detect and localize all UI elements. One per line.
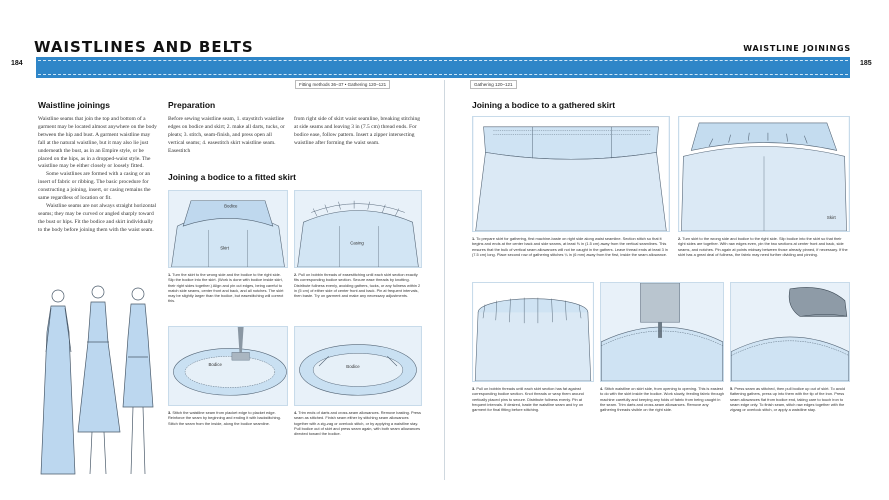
intro-paragraph-3: Waistline seams are not always straight horizontal seams; they may be curved or angled sharply toward the bust or hips. Fit the bodice and skirt individually to the body before joining them with the waist seam. (38, 202, 157, 233)
intro-paragraph-2: Some waistlines are formed with a casing or an insert of fabric or ribbing. The basic procedure for constructing a joining, insert, or casing remains the same regardless of location or fit. (38, 171, 151, 202)
fitted-step-4-caption: 4. Trim ends of darts and cross-seam allowances. Remove basting. Press seam as stitched. Finish seam either by stitching seam allowances together with a zig-zag or overlock stitch, or by applying a waistline stay. Pull bodice out of skirt and press seam again, with both seam allowances directed toward the bodice. (294, 410, 421, 437)
gathered-step-5-caption: 5. Press seam as stitched, then pull bodice up out of skirt. To avoid flattening gathers, press up into them with the tip of the iron. Press seam allowances flat from bodice end, taking care to touch iron to seam edge only. To finish seam, stitch raw edges together with the zigzag or overlock stitch, or apply a waistline stay. (730, 386, 845, 413)
label-bodice-4: Bodice (346, 363, 360, 369)
gathered-step-2-illustration (678, 116, 850, 232)
header-band (36, 57, 850, 78)
gathered-skirt-heading: Joining a bodice to a gathered skirt (472, 100, 616, 110)
fitted-step-1-caption: 1. Turn the skirt to the wrong side and the bodice to the right side. Slip the bodice into the skirt. (Work is done with bodice inside skirt, their right sides together.) Align and pin cut edges, being careful to match side seams, center front and back, and all notches. The skirt may be slightly larger than the bodice, but easestitching will correct this. (168, 272, 284, 304)
gathered-step-3-caption: 3. Pull on bobbin threads until each skirt section has fat against corresponding bodice section. Knot threads or wrap them around vertically placed pins to secure. Distribute fullness evenly. Pin at frequent intervals. If desired, baste the waistline seam and try on garment for final fitting before stitching. (472, 386, 584, 413)
intro-paragraph-1: Waistline seams that join the top and bottom of a garment may be located almost anywhere on the body between the hip and bust. A garment waistline may fall at the natural waistline, but it may also lie just underneath the bust, as in an Empire style, or be placed on the hips, as in a dropped-waist style. The waistline may be either closely or loosely fitted. (38, 116, 157, 170)
gathered-step-3-illustration (472, 282, 594, 382)
fitted-skirt-heading: Joining a bodice to a fitted skirt (168, 172, 296, 182)
fitted-step-3-illustration (168, 326, 288, 406)
intro-heading: Waistline joinings (38, 100, 110, 110)
gathered-step-2-caption: 2. Turn skirt to the wrong side and bodice to the right side. Slip bodice into the skirt so that their right sides are together. With raw edges even, pin the two sections at center front and back, side seams, and notches. Pin again at points midway between those already pinned, if necessary. If the skirt has a great deal of fullness, the fabric may need further dividing and pinning. (678, 236, 848, 257)
waistline-styles-figures (38, 282, 158, 477)
label-bodice-3: Bodice (208, 362, 222, 367)
fitted-step-4-illustration (294, 326, 422, 406)
page-number-right: 185 (860, 60, 872, 67)
gathered-step-5-illustration (730, 282, 850, 382)
crossref-left: Fitting methods 36–37 • Gathering 120–121 (295, 80, 390, 89)
section-title: WAISTLINES AND BELTS (34, 38, 254, 56)
gathered-step-4-caption: 4. Stitch waistline on skirt side, from opening to opening. This is easiest to do with the skirt inside the bodice. Work slowly, feeding fabric through machine carefully and keeping any folds of fabric from being caught in the seam. Trim darts and cross-seam allowances. Remove any gathering threads visible on the right side. (600, 386, 724, 413)
preparation-text-1: Before sewing waistline seam, 1. staystitch waistline edges on bodice and skirt; 2. make all darts, tucks, or pleats; 3. stitch, seam-finish, and press open all vertical seams; 4. easestitch skirt waistline seam. Easestitch (168, 116, 285, 154)
intro-text (38, 116, 158, 235)
gathered-step-4-illustration (600, 282, 724, 382)
fitted-step-2-illustration (294, 190, 422, 268)
gathered-step-1-illustration (472, 116, 670, 232)
page-number-left: 184 (11, 60, 23, 67)
fitted-step-2-caption: 2. Pull on bobbin threads of easestitching until each skirt section exactly fits corresponding bodice section. Secure ease threads by knotting. Distribute fullness evenly, avoiding gathers, tucks, or any fullness within 2 in (5 cm) of either side of center front and back. Pin at frequent intervals, then baste. Try on garment and make any necessary adjustments. (294, 272, 421, 299)
gutter-divider (444, 80, 445, 480)
gathered-step-1-caption: 1. To prepare skirt for gathering, first machine-baste on right side along waist seamline. Section stitch so that it begins and ends at the center back and side seams, at least ⅝ in (1.5 cm) away from the vertical seamlines. This ensures that the bulk of vertical seam allowances will not be caught in the gathers. Leave thread ends at least 3 in (7.5 cm) long. Place second row of gathering stitches ¼ in (6 mm) away from the first, inside the seam allowance. (472, 236, 668, 257)
label-skirt-gathered: Skirt (826, 215, 836, 221)
label-skirt: Skirt (220, 245, 229, 251)
crossref-right: Gathering 120–121 (470, 80, 517, 89)
page-right-title: WAISTLINE JOININGS (743, 44, 851, 53)
label-casing: Casing (350, 240, 364, 246)
fitted-step-3-caption: 3. Stitch the waistline seam from placket edge to placket edge. Reinforce the seam by beginning and ending it with backstitching. Stitch the seam from the inside, along the bodice seamline. (168, 410, 281, 426)
fitted-step-1-illustration (168, 190, 288, 268)
preparation-heading: Preparation (168, 100, 216, 110)
label-bodice: Bodice (224, 203, 238, 209)
preparation-text-2: from right side of skirt waist seamline, breaking stitching at side seams and leaving 3 in (7.5 cm) thread ends. For bodice ease, follow pattern. Insert a zipper intersecting waistline after forming the waist seam. (294, 116, 421, 146)
